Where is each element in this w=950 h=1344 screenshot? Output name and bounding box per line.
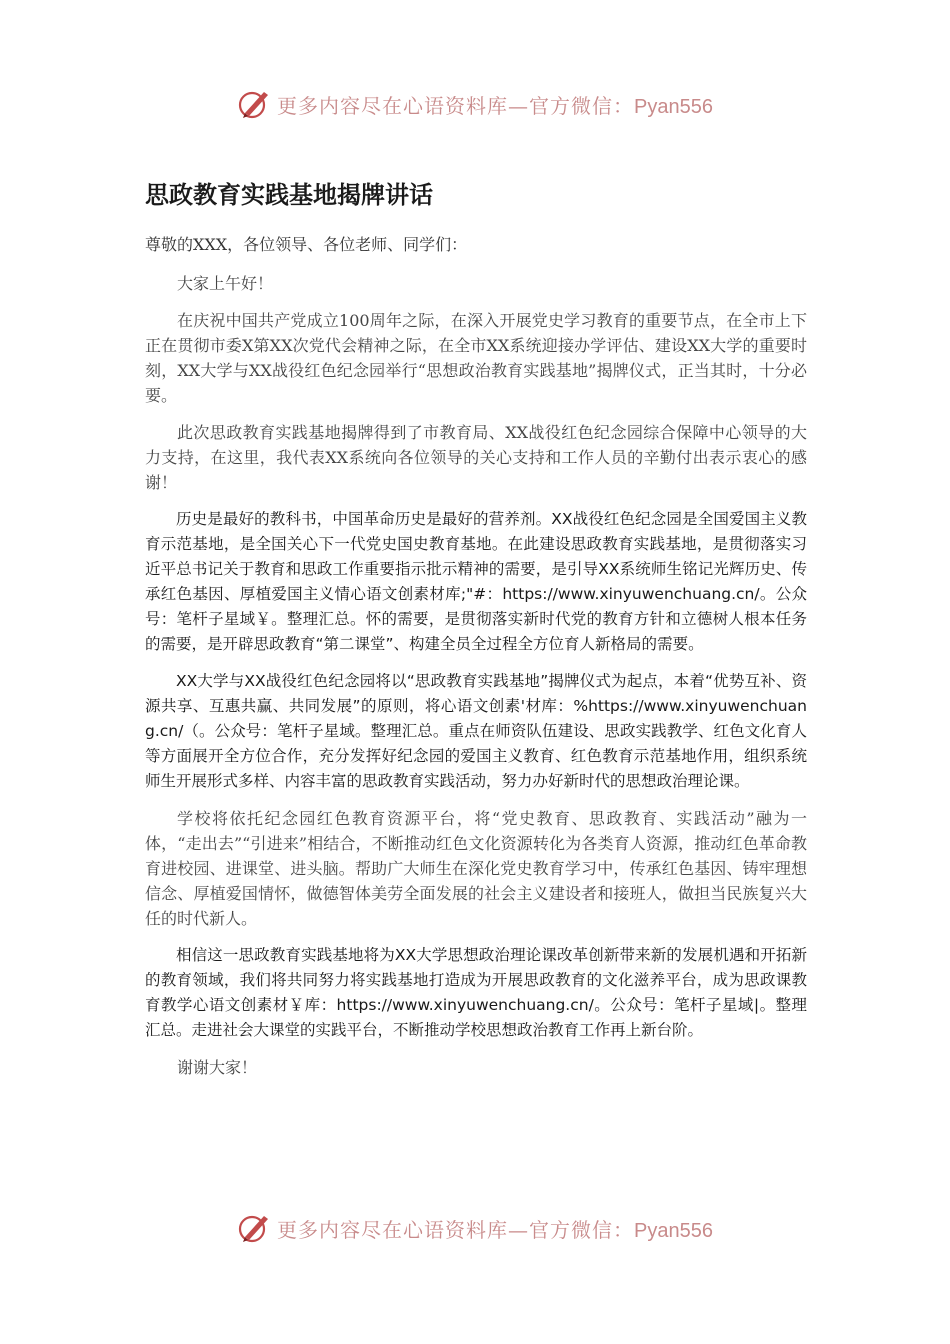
paragraph-1: 在庆祝中国共产党成立100周年之际，在深入开展党史学习教育的重要节点，在全市上下正在贯彻市委X第XX次党代会精神之际，在全市XX系统迎接办学评估、建设XX大学的重要时刻，XX大学与XX战役红色纪念园举行“思想政治教育实践基地”揭牌仪式，正当其时，十分必要。: [145, 311, 807, 405]
document-title: 思政教育实践基地揭牌讲话: [145, 181, 433, 209]
paragraph-5: 学校将依托纪念园红色教育资源平台，将“党史教育、思政教育、实践活动”融为一体，“走出去”“引进来”相结合，不断推动红色文化资源转化为各类育人资源，推动红色革命教育进校园、进课堂、进头脑。帮助广大师生在深化党史教育学习中，传承红色基因、铸牢理想信念、厚植爱国情怀，做德智体美劳全面发展的社会主义建设者和接班人，做担当民族复兴大任的时代新人。: [145, 809, 807, 928]
paragraph-6: 相信这一思政教育实践基地将为XX大学思想政治理论课改革创新带来新的发展机遇和开拓新的教育领域，我们将共同努力将实践基地打造成为开展思政教育的文化滋养平台，成为思政课教育教学心语文创素材￥库：https://www.xinyuwenchuang.cn/。公众号：笔杆子星域|。整理汇总。走进社会大课堂的实践平台，不断推动学校思想政治教育工作再上新台阶。: [145, 946, 807, 1039]
wechat-id: Pyan556: [634, 95, 713, 118]
paragraph-greeting: 大家上午好！: [177, 274, 274, 293]
pen-logo-icon: [237, 86, 273, 122]
wechat-id: Pyan556: [634, 1219, 713, 1242]
paragraph-4: XX大学与XX战役红色纪念园将以“思政教育实践基地”揭牌仪式为起点，本着“优势互补、资源共享、互惠共赢、共同发展”的原则，将心语文创素'材库：%https://www.xinyuwenchuang.cn/（。公众号：笔杆子星域。整理汇总。重点在师资队伍建设、思政实践教学、红色文化育人等方面展开全方位合作，充分发挥好纪念园的爱国主义教育、红色教育示范基地作用，组织系统师生开展形式多样、内容丰富的思政教育实践活动，努力办好新时代的思想政治理论课。: [145, 672, 807, 790]
watermark-text: 更多内容尽在心语资料库—官方微信：Pyan556: [277, 93, 713, 118]
pen-logo-icon: [237, 1210, 273, 1246]
footer-watermark-banner: [0, 1206, 950, 1250]
document-body: [145, 176, 807, 1092]
paragraph-2: 此次思政教育实践基地揭牌得到了市教育局、XX战役红色纪念园综合保障中心领导的大力支持，在这里，我代表XX系统向各位领导的关心支持和工作人员的辛勤付出表示衷心的感谢！: [145, 423, 807, 492]
paragraph-closing: 谢谢大家！: [177, 1058, 258, 1077]
salutation: 尊敬的XXX，各位领导、各位老师、同学们：: [145, 235, 468, 254]
watermark-text: 更多内容尽在心语资料库—官方微信：Pyan556: [277, 1217, 713, 1242]
paragraph-3: 历史是最好的教科书，中国革命历史是最好的营养剂。XX战役红色纪念园是全国爱国主义教育示范基地，是全国关心下一代党史国史教育基地。在此建设思政教育实践基地，是贯彻落实习近平总书记关于教育和思政工作重要指示批示精神的需要，是引导XX系统师生铭记光辉历史、传承红色基因、厚植爱国主义情心语文创素材库;"#：https://www.xinyuwenchuang.cn/。公众号：笔杆子星域￥。整理汇总。怀的需要，是贯彻落实新时代党的教育方针和立德树人根本任务的需要，是开辟思政教育“第二课堂”、构建全员全过程全方位育人新格局的需要。: [145, 510, 807, 653]
header-watermark-banner: [0, 82, 950, 126]
